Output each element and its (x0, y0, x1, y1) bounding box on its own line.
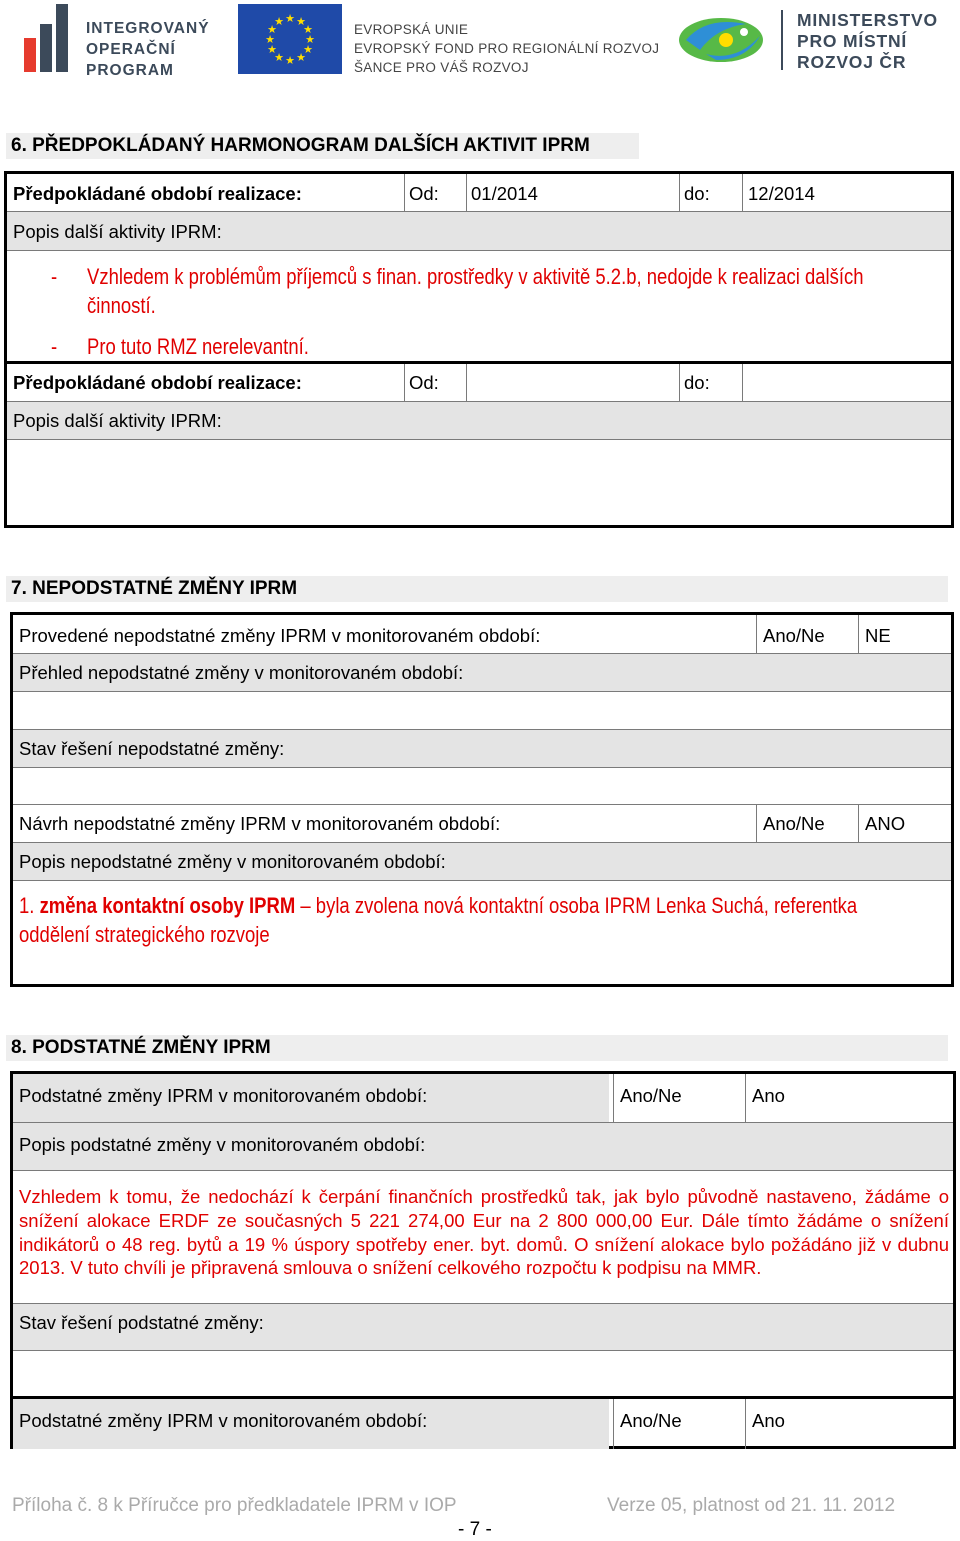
desc-label: Popis další aktivity IPRM: (13, 221, 222, 242)
s7-row1-yn: Ano/Ne (763, 625, 825, 646)
s8-row1-yn: Ano/Ne (620, 1085, 682, 1106)
s7-row1-value: NE (865, 625, 891, 646)
section-6-table (4, 171, 954, 528)
bullet-1-line-2: činností. (87, 293, 156, 318)
s7-row4-yn: Ano/Ne (763, 813, 825, 834)
od-value: 01/2014 (471, 183, 538, 204)
s7-row3-label: Stav řešení nepodstatné změny: (19, 738, 285, 759)
page-number: - 7 - (458, 1519, 492, 1540)
s7-change-line-2: oddělení strategického rozvoje (19, 922, 270, 947)
footer-left: Příloha č. 8 k Příručce pro předkladatele IPRM v IOP (12, 1495, 457, 1516)
section-6-title: 6. PŘEDPOKLÁDANÝ HARMONOGRAM DALŠÍCH AKTIVIT IPRM (6, 133, 639, 159)
do-value: 12/2014 (748, 183, 815, 204)
mmr-logo-text: MINISTERSTVO PRO MÍSTNÍ ROZVOJ ČR (797, 10, 938, 72)
s8-row1-value: Ano (752, 1085, 785, 1106)
svg-text:★: ★ (296, 51, 306, 64)
s7-row2-label: Přehled nepodstatné změny v monitorovaném období: (19, 662, 464, 683)
od-label-2: Od: (409, 372, 439, 393)
svg-text:★: ★ (285, 12, 295, 25)
bullet-dash-2: - (51, 334, 58, 359)
s8-row4-yn: Ano/Ne (620, 1410, 682, 1431)
s7-row4-value: ANO (865, 813, 906, 834)
s8-row4-label: Podstatné změny IPRM v monitorovaném období: (19, 1410, 428, 1431)
period-label-2: Předpokládané období realizace: (13, 372, 302, 393)
svg-text:★: ★ (303, 43, 313, 56)
svg-text:★: ★ (267, 23, 277, 36)
bullet-2: Pro tuto RMZ nerelevantní. (87, 334, 309, 359)
s7-change-line-1 (19, 893, 857, 919)
s7-row4-label: Návrh nepodstatné změny IPRM v monitorovaném období: (19, 813, 501, 834)
svg-text:★: ★ (305, 33, 315, 46)
svg-text:★: ★ (303, 23, 313, 36)
eu-logo-text: EVROPSKÁ UNIE EVROPSKÝ FOND PRO REGIONÁLNÍ ROZVOJ ŠANCE PRO VÁŠ ROZVOJ (354, 22, 660, 75)
section-8-table (10, 1071, 956, 1449)
do-label-2: do: (684, 372, 710, 393)
svg-text:★: ★ (296, 15, 306, 28)
period-label: Předpokládané období realizace: (13, 183, 302, 204)
svg-text:★: ★ (274, 15, 284, 28)
footer-right: Verze 05, platnost od 21. 11. 2012 (607, 1495, 896, 1516)
section-7-table (10, 612, 954, 987)
section-7-title: 7. NEPODSTATNÉ ZMĚNY IPRM (6, 576, 948, 602)
s8-row2-label: Popis podstatné změny v monitorovaném období: (19, 1134, 426, 1155)
desc-label-2: Popis další aktivity IPRM: (13, 410, 222, 431)
s7-row1-label: Provedené nepodstatné změny IPRM v monitorovaném období: (19, 625, 541, 646)
s8-row4-value: Ano (752, 1410, 785, 1431)
s8-row3-label: Stav řešení podstatné změny: (19, 1312, 264, 1333)
change-rest: – byla zvolena nová kontaktní osoba IPRM Lenka Suchá, referentka (295, 893, 858, 918)
iop-logo-text: INTEGROVANÝ OPERAČNÍ PROGRAM (86, 20, 210, 79)
do-label: do: (684, 183, 710, 204)
change-number: 1. (19, 893, 35, 918)
od-label: Od: (409, 183, 439, 204)
mmr-logo-divider (781, 10, 783, 70)
mmr-logo-mark (676, 10, 766, 70)
section-8-title: 8. PODSTATNÉ ZMĚNY IPRM (6, 1035, 948, 1061)
svg-text:★: ★ (265, 33, 275, 46)
bullet-dash-1: - (51, 264, 58, 289)
s7-row5-label: Popis nepodstatné změny v monitorovaném období: (19, 851, 446, 872)
bullet-1-line-1: Vzhledem k problémům příjemců s finan. prostředky v aktivitě 5.2.b, nedojde k realizaci dalších (87, 264, 864, 289)
eu-flag-icon (238, 4, 342, 74)
svg-text:★: ★ (285, 54, 295, 67)
svg-text:★: ★ (267, 43, 277, 56)
s8-paragraph: Vzhledem k tomu, že nedochází k čerpání finančních prostředků tak, jak bylo původně nastaveno, žádáme o snížení alokace ERDF ze současných 5 221 274,00 Eur na 2 800 000,00 Eur. Dále tímto žádáme o snížení indikátorů o 48 reg. bytů a 19 % úspory spotřeby ener. byt. domů. O snížení alokace bylo požádáno již v dubnu 2013. V tuto chvíli je připravená smlouva o snížení celkového rozpočtu k podpisu na MMR. (19, 1186, 949, 1279)
s8-row1-label: Podstatné změny IPRM v monitorovaném období: (19, 1085, 428, 1106)
svg-text:★: ★ (274, 51, 284, 64)
iop-logo-mark (24, 4, 78, 72)
change-bold: změna kontaktní osoby IPRM (39, 893, 296, 918)
